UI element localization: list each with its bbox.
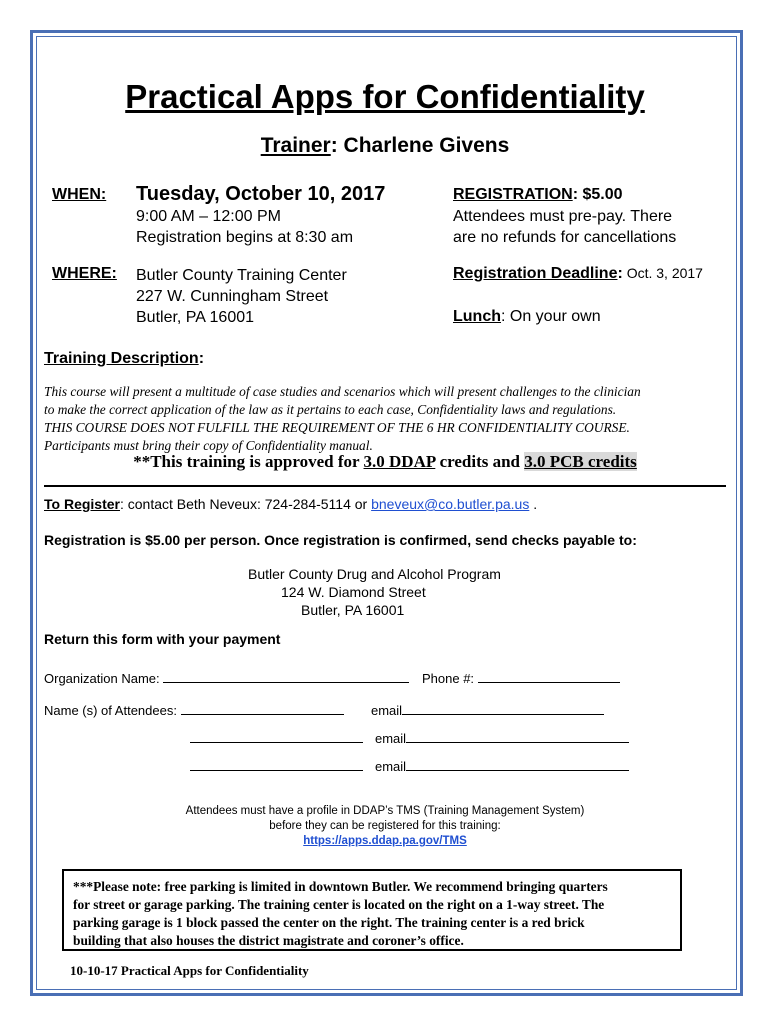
tms-note-line-1: Attendees must have a profile in DDAP’s TMS (Training Management System) xyxy=(185,805,585,817)
attendee-row-1 xyxy=(44,702,344,718)
email-label: email xyxy=(371,703,403,718)
where-line-1: Butler County Training Center xyxy=(136,267,347,284)
email-row-2 xyxy=(375,730,629,746)
payee-name: Butler County Drug and Alcohol Program xyxy=(248,566,501,582)
registration-price: : $5.00 xyxy=(572,186,623,203)
trainer-line xyxy=(0,134,770,158)
attendee-name-field[interactable] xyxy=(190,758,363,771)
email-label: email xyxy=(375,731,407,746)
tms-link-row xyxy=(0,835,770,847)
registration-note-2: are no refunds for cancellations xyxy=(453,229,677,246)
training-description-body xyxy=(44,383,734,455)
payee-street: 124 W. Diamond Street xyxy=(281,584,426,600)
attendee-row-3 xyxy=(190,758,363,774)
attendee-email-field[interactable] xyxy=(406,730,629,743)
attendee-name-field[interactable] xyxy=(190,730,363,743)
page-title: Practical Apps for Confidentiality xyxy=(125,78,645,115)
lunch-line: Lunch: On your own xyxy=(453,308,601,325)
approved-credits: **This training is approved for 3.0 DDAP credits and 3.0 PCB credits xyxy=(133,452,637,471)
when-label: WHEN: xyxy=(52,186,107,203)
parking-note-line: building that also houses the district magistrate and coroner’s office. xyxy=(73,933,464,948)
tms-note-line-2: before they can be registered for this training: xyxy=(269,820,501,832)
description-line: This course will present a multitude of case studies and scenarios which will present challenges to the clinician xyxy=(44,384,641,399)
where-line-2: 227 W. Cunningham Street xyxy=(136,288,329,305)
payee-city: Butler, PA 16001 xyxy=(301,602,405,618)
pcb-credits: 3.0 PCB credits xyxy=(524,452,637,471)
attendee-email-field[interactable] xyxy=(402,702,604,715)
parking-note-box xyxy=(62,869,682,951)
tms-link[interactable]: https://apps.ddap.pa.gov/TMS xyxy=(303,835,467,847)
footer-text: 10-10-17 Practical Apps for Confidentiality xyxy=(70,963,309,978)
description-line: THIS COURSE DOES NOT FULFILL THE REQUIREMENT OF THE 6 HR CONFIDENTIALITY COURSE. xyxy=(44,420,630,435)
trainer-label: Trainer xyxy=(260,134,331,157)
registration-label: REGISTRATION xyxy=(453,186,573,203)
phone-label: Phone #: xyxy=(422,671,475,686)
payment-instructions: Registration is $5.00 per person. Once registration is confirmed, send checks payable to: xyxy=(44,532,637,548)
where-label: WHERE: xyxy=(52,265,117,282)
email-row-1 xyxy=(371,702,604,718)
attendees-label: Name (s) of Attendees: xyxy=(44,703,177,718)
training-description-heading: Training Description: xyxy=(44,350,205,367)
organization-row xyxy=(44,670,409,686)
return-form-heading: Return this form with your payment xyxy=(44,631,281,647)
where-line-3: Butler, PA 16001 xyxy=(136,309,255,326)
event-date: Tuesday, October 10, 2017 xyxy=(136,183,386,205)
registration-deadline: Registration Deadline: Oct. 3, 2017 xyxy=(453,265,703,282)
ddap-credits: 3.0 DDAP xyxy=(363,452,436,471)
phone-field[interactable] xyxy=(478,670,620,683)
registration-heading xyxy=(453,186,623,204)
description-line: to make the correct application of the law as it pertains to each case, Confidentiality laws and regulations. xyxy=(44,402,617,417)
email-row-3 xyxy=(375,758,629,774)
organization-field[interactable] xyxy=(163,670,409,683)
trainer-name: : Charlene Givens xyxy=(330,134,510,157)
description-line: Participants must bring their copy of Confidentiality manual. xyxy=(44,438,373,453)
section-divider xyxy=(44,485,726,487)
register-email-link[interactable]: bneveux@co.butler.pa.us xyxy=(371,496,530,512)
registration-note-1: Attendees must pre-pay. There xyxy=(453,208,673,225)
email-label: email xyxy=(375,759,407,774)
event-time: 9:00 AM – 12:00 PM xyxy=(136,208,281,225)
organization-label: Organization Name: xyxy=(44,671,160,686)
parking-note-line: ***Please note: free parking is limited in downtown Butler. We recommend bringing quarters xyxy=(73,879,608,894)
to-register-line: To Register: contact Beth Neveux: 724-284-5114 or bneveux@co.butler.pa.us . xyxy=(44,496,538,512)
parking-note-line: parking garage is 1 block passed the center on the right. The training center is a red brick xyxy=(73,915,585,930)
phone-row xyxy=(422,670,620,686)
attendee-name-field[interactable] xyxy=(181,702,344,715)
registration-begins: Registration begins at 8:30 am xyxy=(136,229,354,246)
parking-note-line: for street or garage parking. The training center is located on the right on a 1-way street. The xyxy=(73,897,605,912)
attendee-email-field[interactable] xyxy=(406,758,629,771)
attendee-row-2 xyxy=(190,730,363,746)
